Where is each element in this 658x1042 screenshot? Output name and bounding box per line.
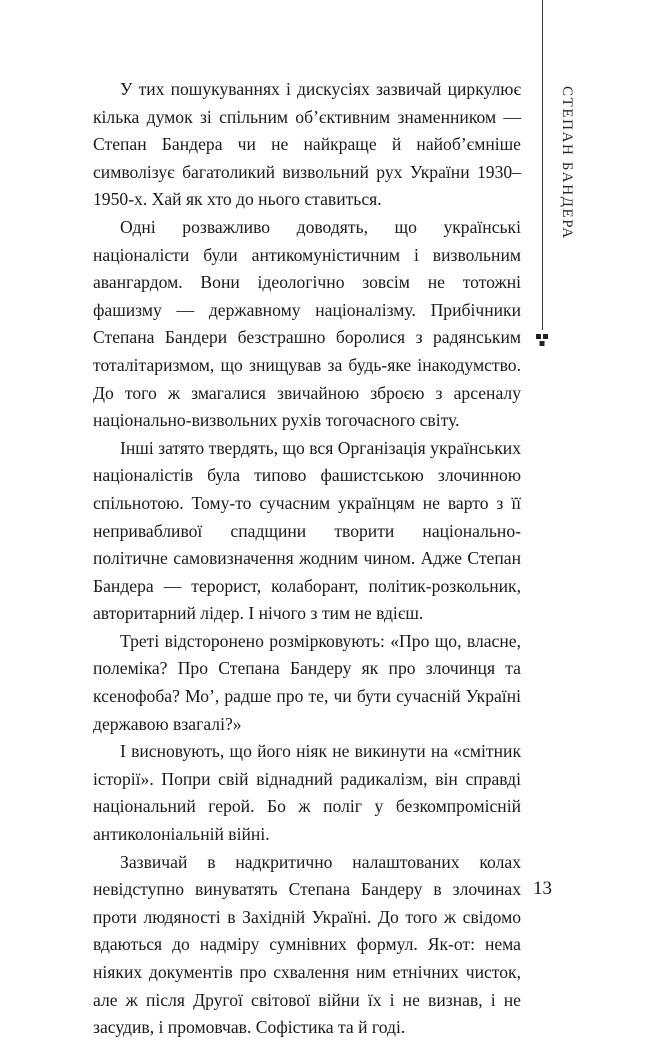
margin-rule	[542, 0, 543, 330]
paragraph: Інші затято твердять, що вся Організація українських націоналістів була типово фашистською злочинною спільнотою. Тому-то сучасним українцям не варто з її непривабливої спадщини творити національно-політичне самовизначення жодним чином. Адже Степан Бандера — терорист, колаборант, політик-розкольник, авторитарний лідер. І нічого з тим не вдієш.	[93, 437, 521, 624]
running-head: СТЕПАН БАНДЕРА	[559, 86, 575, 240]
paragraph: Одні розважливо доводять, що українські націоналісти були антикомуністичним і визвольним авангардом. Вони ідеологічно зовсім не тотожні фашизму — державному націоналізму. Прибічники Степана Бандери безстрашно боролися з радянським тоталітаризмом, що знищував за будь-яке інакодумство. До того ж змагалися звичайною зброєю з арсеналу національно-визвольних рухів тогочасного світу.	[93, 216, 521, 431]
page-number: 13	[533, 878, 552, 899]
paragraph: Зазвичай в надкритично налаштованих колах невідступно винуватять Степана Бандеру в злочинах проти людяності в Західній Україні. До того ж свідомо вдаються до надміру сумнівних формул. Як-от: нема ніяких документів про схвалення ним етнічних чисток, але ж після Другої світової війни їх і не визнав, і не засудив, і промовчав. Софістика та й годі.	[93, 851, 521, 1038]
paragraph: У тих пошукуваннях і дискусіях зазвичай циркулює кілька думок зі спільним об’єктивним знаменником — Степан Бандера чи не найкраще й найоб’ємніше символізує багатоликий визвольний рух України 1930–1950-х. Хай як хто до нього ставиться.	[93, 79, 521, 210]
paragraph: Треті відсторонено розмірковують: «Про що, власне, полеміка? Про Степана Бандеру як про злочинця та ксенофоба? Мо’, радше про те, чи бути сучасній Україні державою взагалі?»	[93, 630, 521, 734]
paragraph: І висновують, що його ніяк не викинути на «смітник історії». Попри свій віднадний радикалізм, він справді національний герой. Бо ж поліг у безкомпромісній антиколоніальній війні.	[93, 741, 521, 845]
section-ornament-icon	[536, 334, 550, 348]
body-text	[93, 76, 521, 1042]
